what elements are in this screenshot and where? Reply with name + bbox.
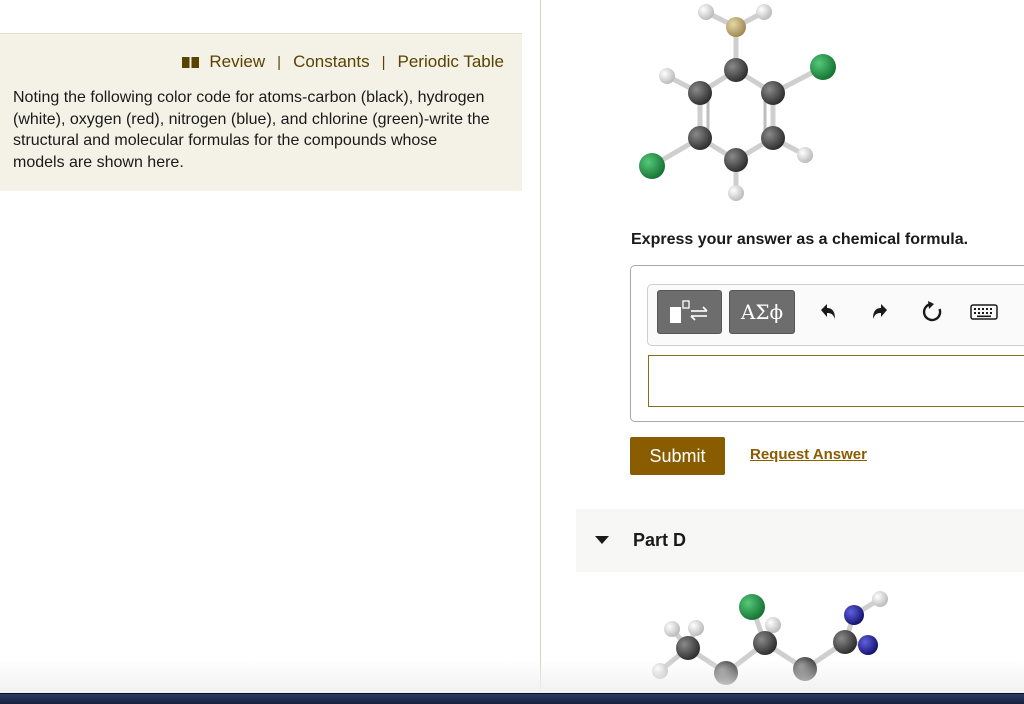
answer-editor bbox=[630, 265, 1024, 422]
answer-instruction: Express your answer as a chemical formula. bbox=[631, 231, 969, 248]
reset-icon[interactable] bbox=[917, 297, 947, 327]
undo-icon[interactable] bbox=[813, 297, 843, 327]
greek-symbols-button[interactable]: ΑΣϕ bbox=[729, 290, 795, 334]
info-panel bbox=[0, 33, 522, 191]
request-answer-link[interactable]: Request Answer bbox=[750, 446, 867, 463]
templates-button[interactable] bbox=[657, 290, 722, 334]
resource-links bbox=[182, 52, 504, 72]
separator: | bbox=[381, 53, 386, 71]
answer-input[interactable] bbox=[648, 355, 1024, 407]
bottom-fade bbox=[0, 660, 1024, 693]
part-title: Part D bbox=[633, 530, 687, 550]
molecule-model-image bbox=[630, 0, 850, 210]
book-icon bbox=[182, 57, 199, 68]
periodic-table-link[interactable]: Periodic Table bbox=[397, 52, 504, 71]
submit-button[interactable]: Submit bbox=[630, 437, 725, 475]
panel-divider bbox=[540, 0, 541, 693]
constants-link[interactable]: Constants bbox=[293, 52, 370, 71]
keyboard-icon[interactable] bbox=[969, 297, 999, 327]
redo-icon[interactable] bbox=[865, 297, 895, 327]
templates-icon bbox=[667, 297, 713, 327]
review-link[interactable]: Review bbox=[209, 52, 266, 71]
separator: | bbox=[277, 53, 282, 71]
math-toolbar bbox=[647, 284, 1024, 346]
problem-statement: Noting the following color code for atoms-carbon (black), hydrogen (white), oxygen (red), nitrogen (blue), and chlorine (green)-write the structural and molecular formulas for the compounds whose models are shown here. bbox=[13, 89, 490, 171]
os-taskbar bbox=[0, 693, 1024, 704]
caret-down-icon bbox=[595, 536, 609, 544]
part-d-header[interactable] bbox=[576, 509, 1024, 572]
